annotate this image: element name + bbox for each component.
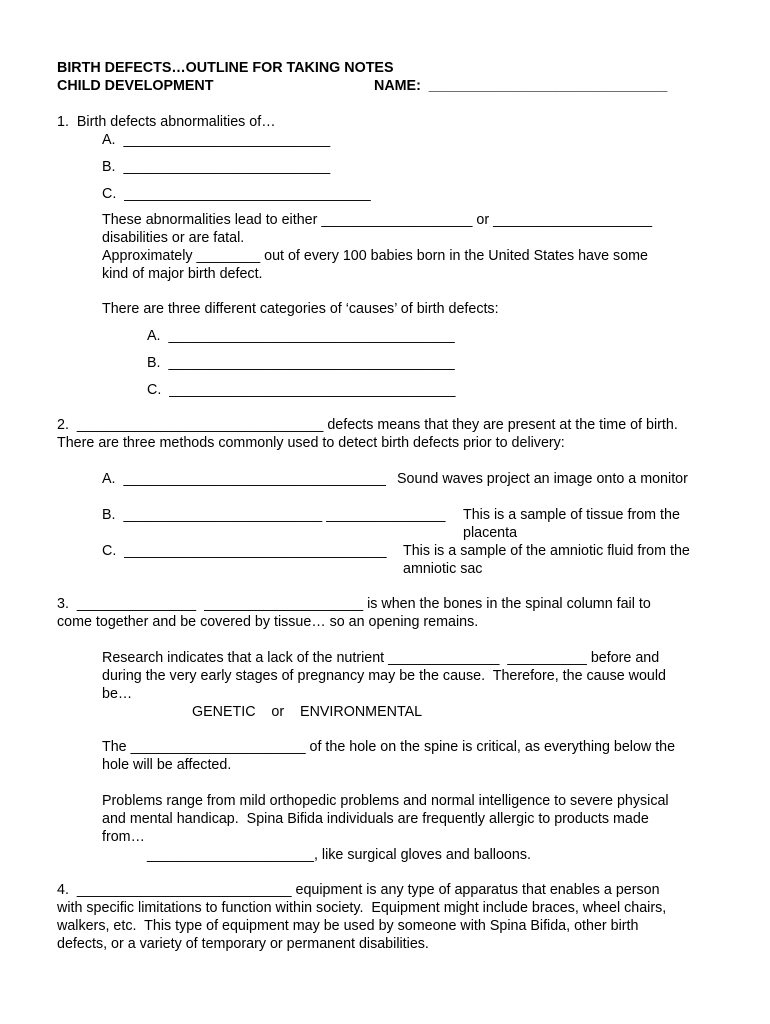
section-4-line-2: with specific limitations to function within society. Equipment might include braces, wheel chairs, <box>57 900 667 916</box>
method-desc-b: This is a sample of tissue from the <box>463 507 680 523</box>
cause-choice: GENETIC or ENVIRONMENTAL <box>192 704 423 720</box>
hole-sentence: The ______________________ of the hole on the spine is critical, as everything below the <box>102 739 676 755</box>
section-4-line-3: walkers, etc. This type of equipment may be used by someone with Spina Bifida, other birth <box>57 918 639 934</box>
method-desc-b-cont: placenta <box>463 525 518 541</box>
method-desc-c-cont: amniotic sac <box>403 561 483 577</box>
allergy-blank: _____________________, like surgical gloves and balloons. <box>147 847 531 863</box>
category-blank-b: B. ____________________________________ <box>147 355 455 371</box>
section-4-line-4: defects, or a variety of temporary or permanent disabilities. <box>57 936 429 952</box>
section-2-intro: There are three methods commonly used to detect birth defects prior to delivery: <box>57 435 565 451</box>
hole-sentence-cont: hole will be affected. <box>102 757 232 773</box>
method-blank-b: B. _________________________ _______________ <box>102 507 446 523</box>
document-title: BIRTH DEFECTS…OUTLINE FOR TAKING NOTES <box>57 60 394 76</box>
section-1-blank-c: C. _______________________________ <box>102 186 371 202</box>
category-blank-c: C. ____________________________________ <box>147 382 456 398</box>
abnormalities-sentence: These abnormalities lead to either ___________________ or ____________________ <box>102 212 653 228</box>
categories-intro: There are three different categories of ‘causes’ of birth defects: <box>102 301 499 317</box>
method-desc-a: Sound waves project an image onto a monitor <box>397 471 688 487</box>
course-label: CHILD DEVELOPMENT <box>57 78 214 94</box>
abnormalities-sentence-cont: disabilities or are fatal. <box>102 230 245 246</box>
research-sentence-end: be… <box>102 686 133 702</box>
category-blank-a: A. ____________________________________ <box>147 328 455 344</box>
section-1-blank-a: A. __________________________ <box>102 132 331 148</box>
section-4-heading: 4. ___________________________ equipment is any type of apparatus that enables a person <box>57 882 660 898</box>
section-3-heading: 3. _______________ ____________________ is when the bones in the spinal column fail to <box>57 596 651 612</box>
problems-sentence-end: from… <box>102 829 145 845</box>
section-3-heading-cont: come together and be covered by tissue… so an opening remains. <box>57 614 479 630</box>
research-sentence: Research indicates that a lack of the nutrient ______________ __________ before and <box>102 650 660 666</box>
section-1-heading: 1. Birth defects abnormalities of… <box>57 114 276 130</box>
approximately-sentence-cont: kind of major birth defect. <box>102 266 263 282</box>
approximately-sentence: Approximately ________ out of every 100 babies born in the United States have some <box>102 248 649 264</box>
name-field-label: NAME: ______________________________ <box>374 78 668 94</box>
problems-sentence: Problems range from mild orthopedic problems and normal intelligence to severe physical <box>102 793 669 809</box>
problems-sentence-cont: and mental handicap. Spina Bifida individuals are frequently allergic to products made <box>102 811 649 827</box>
method-desc-c: This is a sample of the amniotic fluid from the <box>403 543 690 559</box>
section-1-blank-b: B. __________________________ <box>102 159 331 175</box>
method-blank-a: A. _________________________________ <box>102 471 386 487</box>
research-sentence-cont: during the very early stages of pregnancy may be the cause. Therefore, the cause would <box>102 668 666 684</box>
method-blank-c: C. _________________________________ <box>102 543 387 559</box>
section-2-heading: 2. _______________________________ defects means that they are present at the time of birth. <box>57 417 678 433</box>
